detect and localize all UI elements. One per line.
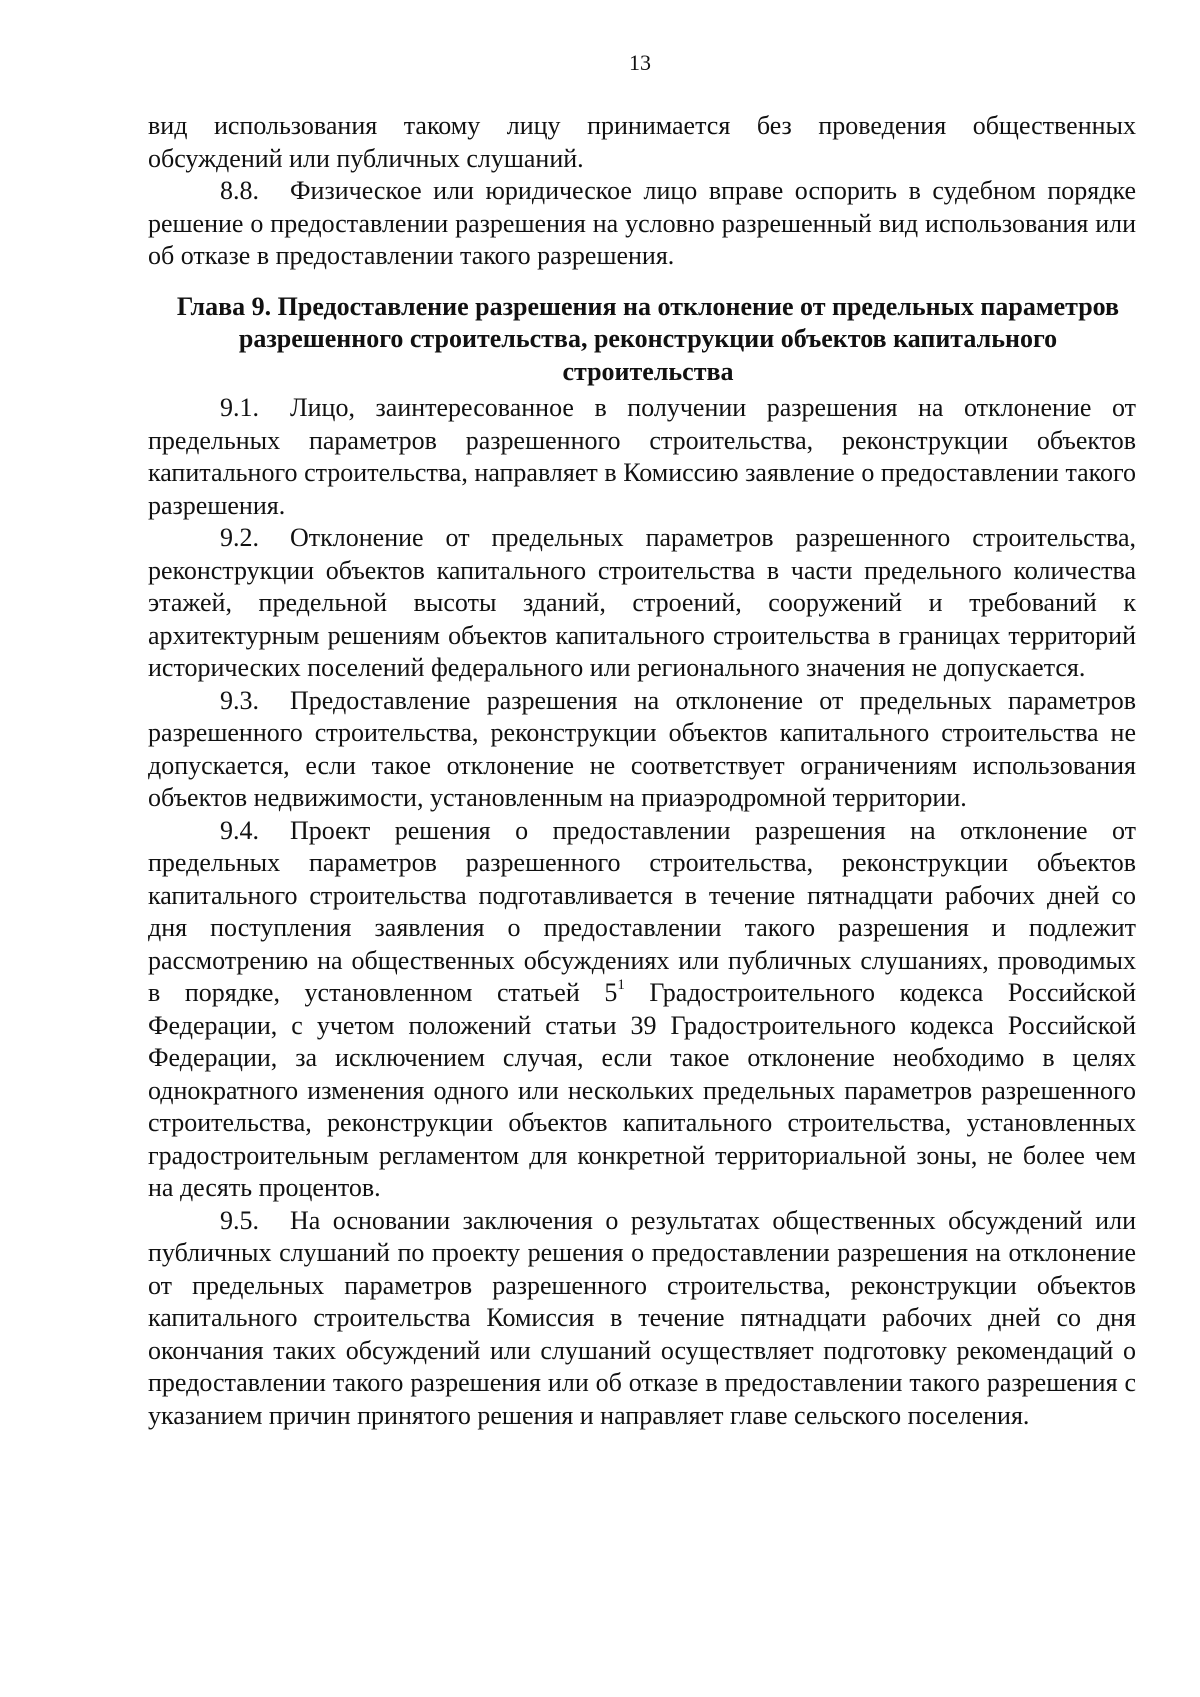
paragraph-8-8 [148,175,1136,273]
superscript: 1 [617,977,625,993]
paragraph-9-2 [148,522,1136,685]
paragraph-9-3 [148,685,1136,815]
paragraph-text: Лицо, заинтересованное в получении разрешения на отклонение от предельных параметров разрешенного строительства, реконструкции объектов капитального строительства, направляет в Комиссию заявление о предоставлении такого разрешения. [148,393,1136,520]
paragraph-9-5 [148,1205,1136,1433]
paragraph-number: 9.5. [220,1205,259,1235]
paragraph-number: 9.2. [220,523,259,552]
paragraph-text-part-a: Проект решения о предоставлении разрешения на отклонение от предельных параметров разрешенного строительства, реконструкции объектов капитального строительства подготавливается в течение пятнадцати рабочих дней со дня поступления заявления о предоставлении такого разрешения и подлежит рассмотрению на общественных обсуждениях или публичных слушаниях, проводимых в порядке, установленном статьей 5 [148,815,1136,1007]
paragraph-number: 9.1. [220,393,259,422]
paragraph-number: 8.8. [220,176,259,205]
paragraph-text-part-b: Градостроительного кодекса Российской Федерации, с учетом положений статьи 39 Градостроительного кодекса Российской Федерации, за исключением случая, если такое отклонение необходимо в целях однократного изменения одного или нескольких предельных параметров разрешенного строительства, реконструкции объектов капитального строительства, установленных градостроительным регламентом для конкретной территориальной зоны, не более чем на десять процентов. [148,978,1136,1202]
paragraph-text: Физическое или юридическое лицо вправе оспорить в судебном порядке решение о предоставлении разрешения на условно разрешенный вид использования или об отказе в предоставлении такого разрешения. [148,176,1136,270]
paragraph-text: На основании заключения о результатах общественных обсуждений или публичных слушаний по проекту решения о предоставлении разрешения на отклонение от предельных параметров разрешенного строительства, реконструкции объектов капитального строительства Комиссия в течение пятнадцати рабочих дней со дня окончания таких обсуждений или слушаний осуществляет подготовку рекомендаций о предоставлении такого разрешения или об отказе в предоставлении такого разрешения с указанием причин принятого решения и направляет главе сельского поселения. [148,1205,1136,1430]
paragraph-number: 9.4. [220,815,259,845]
paragraph-text: Предоставление разрешения на отклонение от предельных параметров разрешенного строительства, реконструкции объектов капитального строительства не допускается, если такое отклонение не соответствует ограничениям использования объектов недвижимости, установленным на приаэродромной территории. [148,685,1136,812]
document-body [148,110,1136,1432]
paragraph-text: Отклонение от предельных параметров разрешенного строительства, реконструкции объектов капитального строительства в части предельного количества этажей, предельной высоты зданий, строений, сооружений и требований к архитектурным решениям объектов капитального строительства в границах территорий исторических поселений федерального или регионального значения не допускается. [148,523,1136,682]
page-number: 13 [629,50,651,75]
paragraph-9-4 [148,815,1136,1205]
paragraph-9-1 [148,392,1136,522]
paragraph-continuation: вид использования такому лицу принимается без проведения общественных обсуждений или публичных слушаний. [148,111,1136,173]
paragraph-number: 9.3. [220,685,259,715]
chapter-title: Глава 9. Предоставление разрешения на отклонение от предельных параметров разрешенного строительства, реконструкции объектов капитального строительства [176,291,1120,386]
